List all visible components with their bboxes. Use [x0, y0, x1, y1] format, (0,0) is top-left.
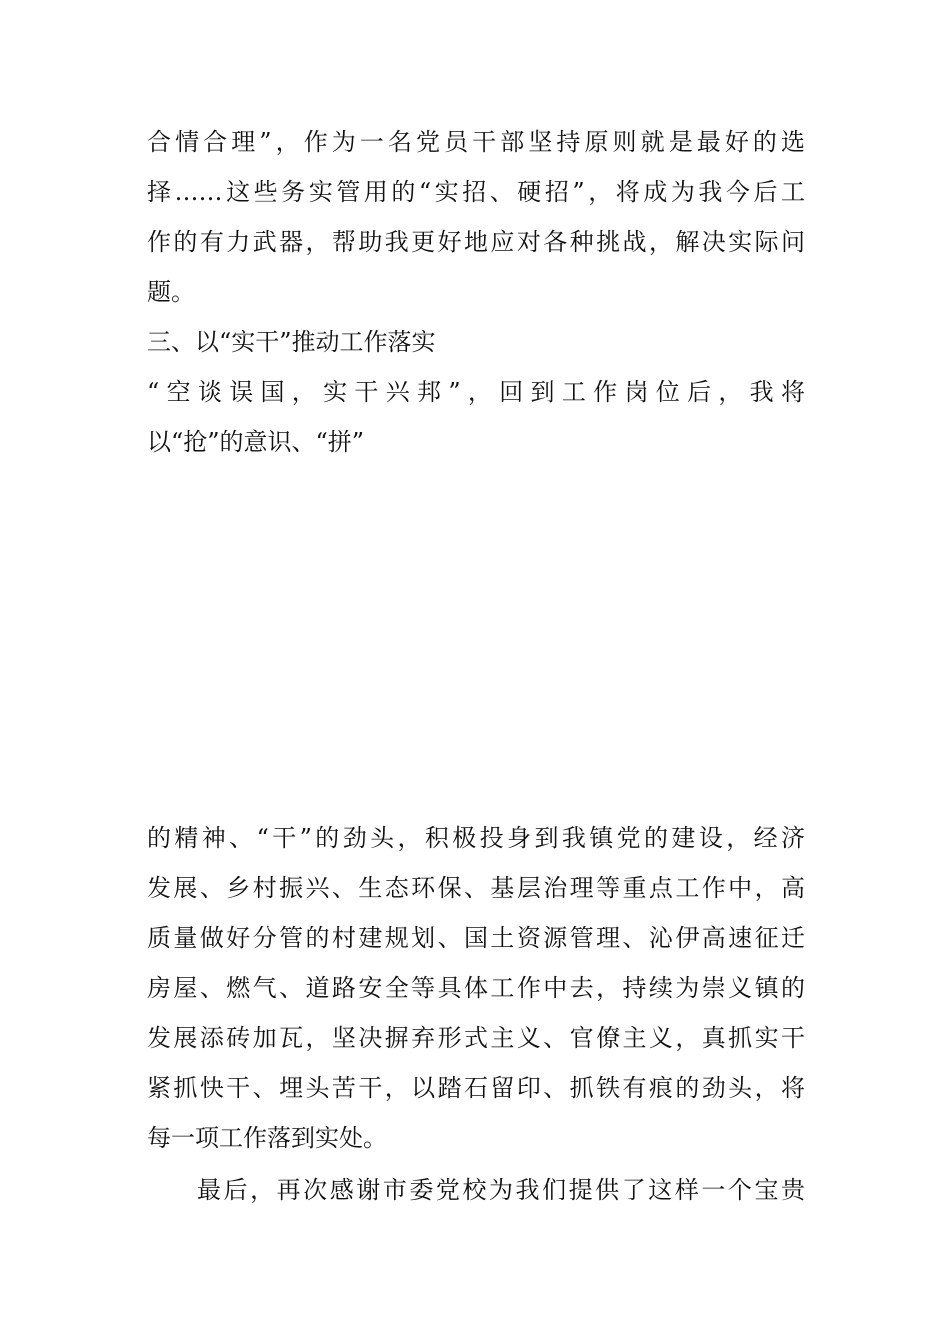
paragraph-line: 的精神、“干”的劲头，积极投身到我镇党的建设，经济 [147, 824, 805, 852]
paragraph-line: 房屋、燃气、道路安全等具体工作中去，持续为崇义镇的 [147, 974, 805, 1002]
paragraph-line: 质量做好分管的村建规划、国土资源管理、沁伊高速征迁 [147, 924, 805, 952]
section-heading: 三、以“实干”推动工作落实 [147, 328, 436, 356]
paragraph-line: 以“抢”的意识、“拼” [147, 428, 365, 456]
paragraph-line: 每一项工作落到实处。 [147, 1124, 387, 1152]
paragraph-line: 择……这些务实管用的“实招、硬招”，将成为我今后工 [147, 178, 805, 206]
paragraph-line: 题。 [147, 278, 195, 306]
closing-paragraph-line: 最后，再次感谢市委党校为我们提供了这样一个宝贵 [197, 1176, 805, 1204]
paragraph-line: 作的有力武器，帮助我更好地应对各种挑战，解决实际问 [147, 228, 805, 256]
paragraph-line: 发展添砖加瓦，坚决摒弃形式主义、官僚主义，真抓实干 [147, 1024, 805, 1052]
paragraph-line: 紧抓快干、埋头苦干，以踏石留印、抓铁有痕的劲头，将 [147, 1074, 805, 1102]
paragraph-line: 发展、乡村振兴、生态环保、基层治理等重点工作中，高 [147, 874, 805, 902]
paragraph-line: “空谈误国，实干兴邦”，回到工作岗位后，我将 [147, 378, 805, 406]
paragraph-line: 合情合理”，作为一名党员干部坚持原则就是最好的选 [147, 128, 805, 156]
